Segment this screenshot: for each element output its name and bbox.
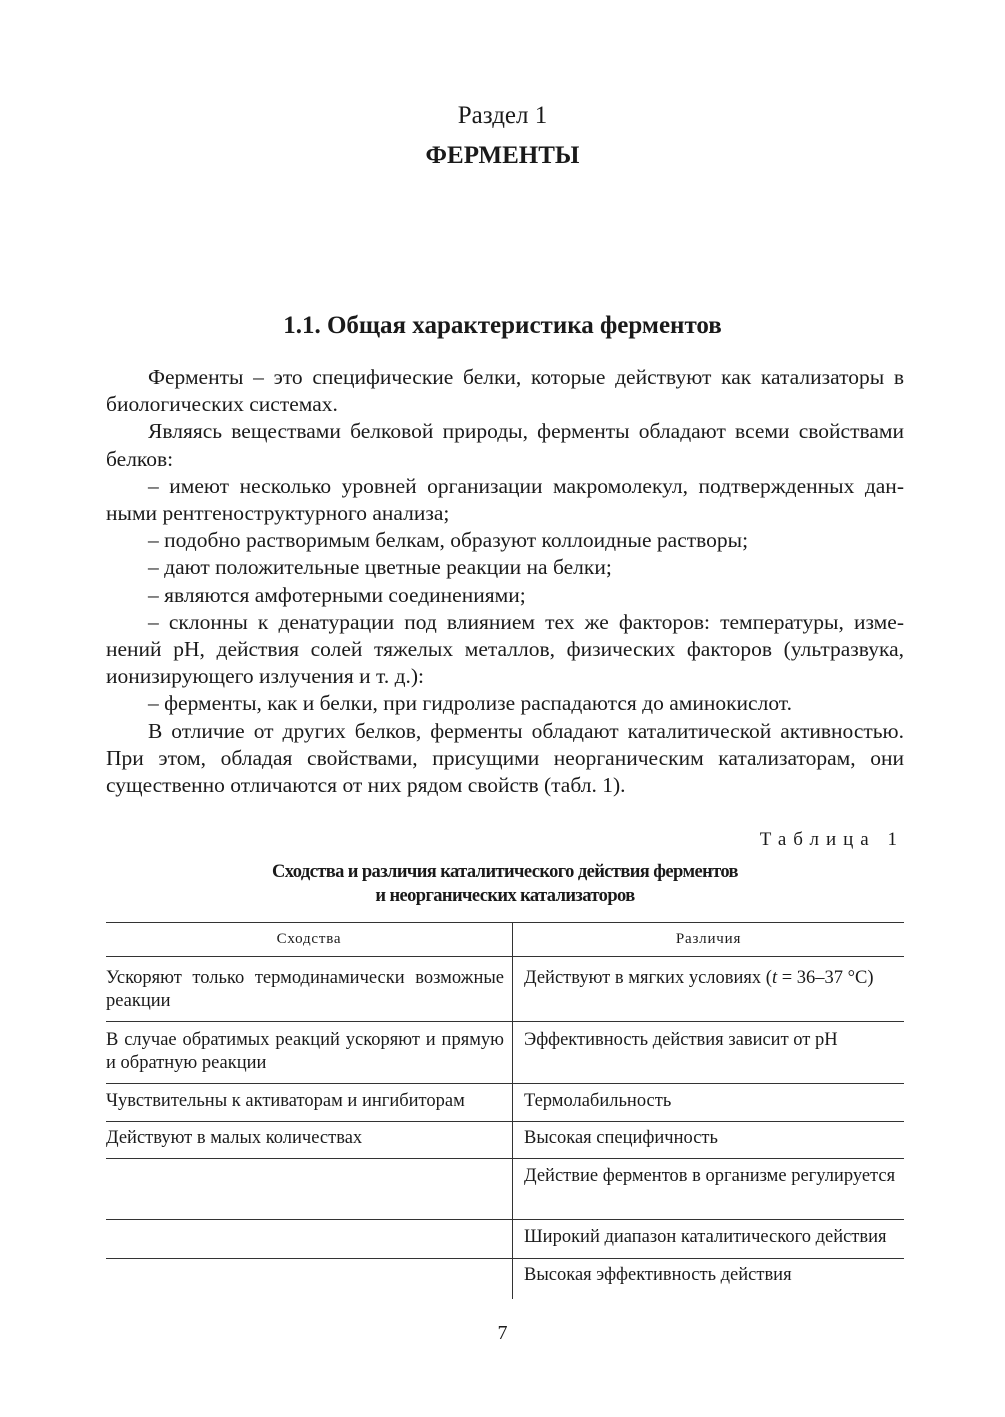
table-cell-difference: Широкий диапазон каталитического действия	[513, 1220, 905, 1259]
table-caption-line: Сходства и различия каталитического действия ферментов	[272, 862, 738, 882]
table-caption	[106, 860, 904, 908]
paragraph-list-item: – ферменты, как и белки, при гидролизе распадаются до аминокислот.	[148, 691, 792, 716]
table-cell-similarity: Чувствительны к активаторам и ингибиторам	[106, 1084, 513, 1122]
table-row	[106, 1122, 904, 1159]
paragraph-list-item: – имеют несколько уровней организации макромолекул, подтвержденных данными рентгеноструктурного анализа;	[106, 473, 904, 526]
table-cell-difference: Эффективность действия зависит от pH	[513, 1022, 905, 1084]
paragraph: Ферменты – это специфические белки, которые действуют как катализаторы в биологических системах.	[106, 365, 904, 417]
comparison-table	[106, 922, 904, 1299]
paragraph-list-item: – дают положительные цветные реакции на белки;	[148, 555, 612, 580]
paragraph-list-item: – являются амфотерными соединениями;	[148, 582, 526, 607]
table-cell-similarity: Ускоряют только термодинамически возможные реакции	[106, 957, 513, 1022]
column-header-similarities: Сходства	[106, 923, 513, 957]
table-cell-similarity: Действуют в малых количествах	[106, 1122, 513, 1159]
paragraph-list-item: – подобно растворимым белкам, образуют коллоидные растворы;	[148, 528, 749, 553]
table-number: Таблица 1	[759, 829, 904, 850]
table-cell-difference: Действуют в мягких условиях (t = 36–37 °C)	[513, 957, 905, 1022]
table-cell-similarity	[106, 1159, 513, 1220]
table-header-row	[106, 923, 904, 957]
page-number: 7	[497, 1322, 508, 1344]
body-text	[106, 364, 904, 799]
table-cell-similarity	[106, 1259, 513, 1299]
section-title: ФЕРМЕНТЫ	[425, 142, 580, 169]
paragraph: Являясь веществами белковой природы, ферменты обладают всеми свойствами белков:	[106, 419, 904, 471]
table-cell-similarity	[106, 1220, 513, 1259]
table-cell-similarity: В случае обратимых реакций ускоряют и прямую и обратную реакции	[106, 1022, 513, 1084]
table-cell-difference: Высокая специфичность	[513, 1122, 905, 1159]
table-row	[106, 1259, 904, 1299]
paragraph: В отличие от других белков, ферменты обладают каталитической активностью. При этом, обладая свойствами, присущими неорганическим катализаторам, они существенно отличаются от них рядом свойств (табл. 1).	[106, 718, 904, 798]
table-row	[106, 957, 904, 1022]
table-cell-difference: Действие ферментов в организме регулируется	[513, 1159, 905, 1220]
table-row	[106, 1084, 904, 1122]
table-row	[106, 1159, 904, 1220]
table-cell-difference: Термолабильность	[513, 1084, 905, 1122]
column-header-differences: Различия	[513, 923, 905, 957]
paragraph-list-item: – склонны к денатурации под влиянием тех же факторов: температуры, изменений pH, действия солей тяжелых металлов, физических факторов (ультразвука, ионизирующего излучения и т. д.):	[106, 609, 904, 689]
table-row	[106, 1220, 904, 1259]
table-row	[106, 1022, 904, 1084]
chapter-title: 1.1. Общая характеристика ферментов	[283, 312, 722, 339]
table-cell-difference: Высокая эффективность действия	[513, 1259, 905, 1299]
table-caption-line: и неорганических катализаторов	[375, 886, 635, 906]
section-label: Раздел 1	[457, 102, 548, 129]
